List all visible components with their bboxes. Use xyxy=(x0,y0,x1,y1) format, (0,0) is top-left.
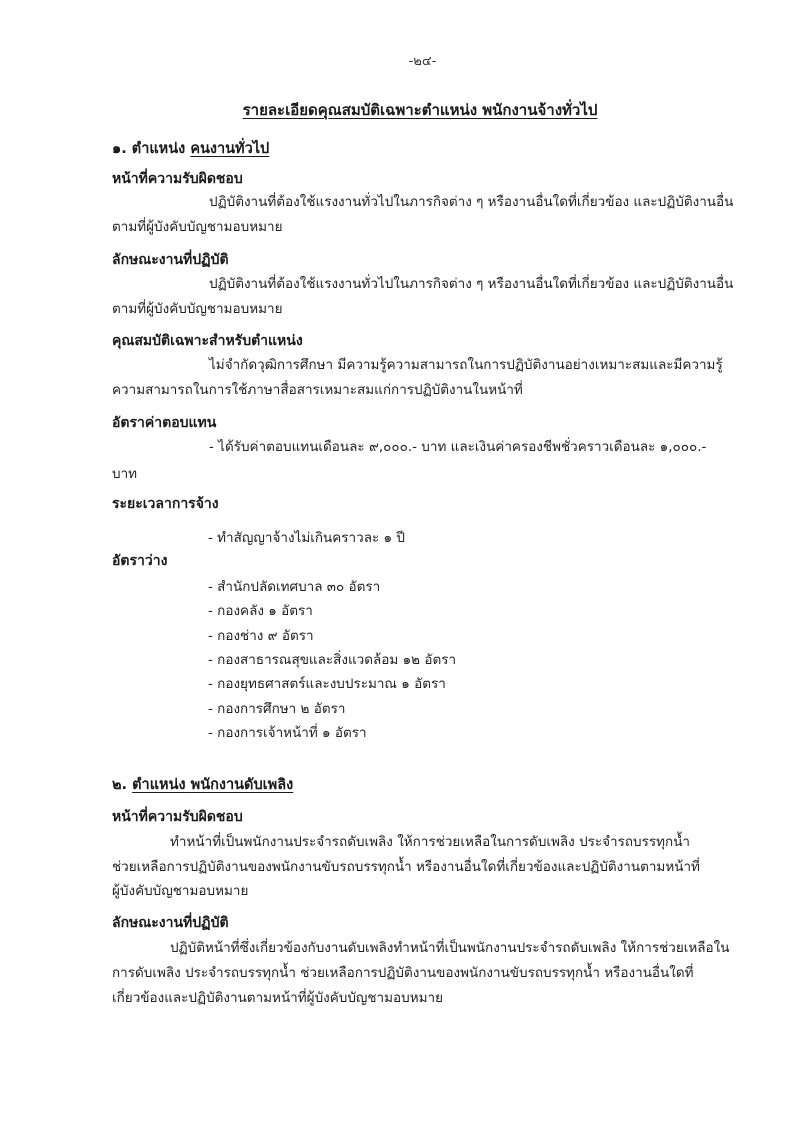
vacancy-item: - กองการศึกษา ๒ อัตรา xyxy=(208,701,346,717)
qualifications-line: ไม่จำกัดวุฒิการศึกษา มีความรู้ความสามารถในการปฏิบัติงานอย่างเหมาะสมและมีความรู้ xyxy=(209,357,723,373)
position-2-heading xyxy=(112,773,293,796)
vacancy-item: - กองการเจ้าหน้าที่ ๑ อัตรา xyxy=(208,725,367,741)
duties-heading: หน้าที่ความรับผิดชอบ xyxy=(112,809,243,825)
position-number: ๑. xyxy=(112,141,127,157)
vacancy-item: - สำนักปลัดเทศบาล ๓๐ อัตรา xyxy=(208,579,381,595)
position-name: พนักงานดับเพลิง xyxy=(190,777,294,793)
work-nature-line: เกี่ยวข้องและปฏิบัติงานตามหน้าที่ผู้บังคับบัญชามอบหมาย xyxy=(112,990,444,1006)
work-nature-heading: ลักษณะงานที่ปฏิบัติ xyxy=(112,915,229,931)
duties-line: ช่วยเหลือการปฏิบัติงานของพนักงานขับรถบรรทุกน้ำ หรืองานอื่นใดที่เกี่ยวข้องและปฏิบัติงานตามหน้าที่ xyxy=(112,859,700,875)
work-nature-line: ปฏิบัติงานที่ต้องใช้แรงงานทั่วไปในภารกิจต่าง ๆ หรืองานอื่นใดที่เกี่ยวข้อง และปฏิบัติงานอื่น xyxy=(209,276,734,292)
page-number: -๒๔- xyxy=(408,54,437,69)
employment-period-heading: ระยะเวลาการจ้าง xyxy=(112,496,219,512)
vacancy-item: - กองคลัง ๑ อัตรา xyxy=(208,603,313,619)
duties-line: ตามที่ผู้บังคับบัญชามอบหมาย xyxy=(112,219,283,235)
duties-line: ผู้บังคับบัญชามอบหมาย xyxy=(112,883,249,899)
duties-line: ปฏิบัติงานที่ต้องใช้แรงงานทั่วไปในภารกิจต่าง ๆ หรืองานอื่นใดที่เกี่ยวข้อง และปฏิบัติงานอื่น xyxy=(209,194,734,210)
employment-period-line: - ทำสัญญาจ้างไม่เกินคราวละ ๑ ปี xyxy=(208,530,405,546)
qualifications-heading: คุณสมบัติเฉพาะสำหรับตำแหน่ง xyxy=(112,333,303,349)
position-label: ตำแหน่ง xyxy=(132,777,186,793)
vacancy-item: - กองยุทธศาสตร์และงบประมาณ ๑ อัตรา xyxy=(208,676,446,692)
position-name: คนงานทั่วไป xyxy=(190,141,270,157)
compensation-line: บาท xyxy=(112,466,138,482)
vacancies-heading: อัตราว่าง xyxy=(112,553,168,569)
document-title: รายละเอียดคุณสมบัติเฉพาะตำแหน่ง พนักงานจ้างทั่วไป xyxy=(242,101,598,119)
work-nature-line: ปฏิบัติหน้าที่ซึ่งเกี่ยวข้องกับงานดับเพลิงทำหน้าที่เป็นพนักงานประจำรถดับเพลิง ให้การช่วยเหลือใน xyxy=(170,940,730,956)
position-label: ตำแหน่ง xyxy=(131,141,186,157)
work-nature-line: การดับเพลิง ประจำรถบรรทุกน้ำ ช่วยเหลือการปฏิบัติงานของพนักงานขับรถบรรทุกน้ำ หรืองานอื่นใดที่ xyxy=(112,965,694,981)
compensation-line: - ได้รับค่าตอบแทนเดือนละ ๙,๐๐๐.- บาท และเงินค่าครองชีพชั่วคราวเดือนละ ๑,๐๐๐.- xyxy=(209,439,707,455)
position-number: ๒. xyxy=(112,777,128,793)
position-1-heading xyxy=(112,137,269,160)
vacancy-item: - กองสาธารณสุขและสิ่งแวดล้อม ๑๒ อัตรา xyxy=(208,652,457,668)
work-nature-heading: ลักษณะงานที่ปฏิบัติ xyxy=(112,252,229,268)
qualifications-line: ความสามารถในการใช้ภาษาสื่อสารเหมาะสมแก่การปฏิบัติงานในหน้าที่ xyxy=(112,382,523,398)
duties-line: ทำหน้าที่เป็นพนักงานประจำรถดับเพลิง ให้การช่วยเหลือในการดับเพลิง ประจำรถบรรทุกน้ำ xyxy=(170,834,691,850)
vacancy-item: - กองช่าง ๙ อัตรา xyxy=(208,628,314,644)
duties-heading: หน้าที่ความรับผิดชอบ xyxy=(112,171,243,187)
compensation-heading: อัตราค่าตอบแทน xyxy=(112,415,217,431)
work-nature-line: ตามที่ผู้บังคับบัญชามอบหมาย xyxy=(112,301,283,317)
